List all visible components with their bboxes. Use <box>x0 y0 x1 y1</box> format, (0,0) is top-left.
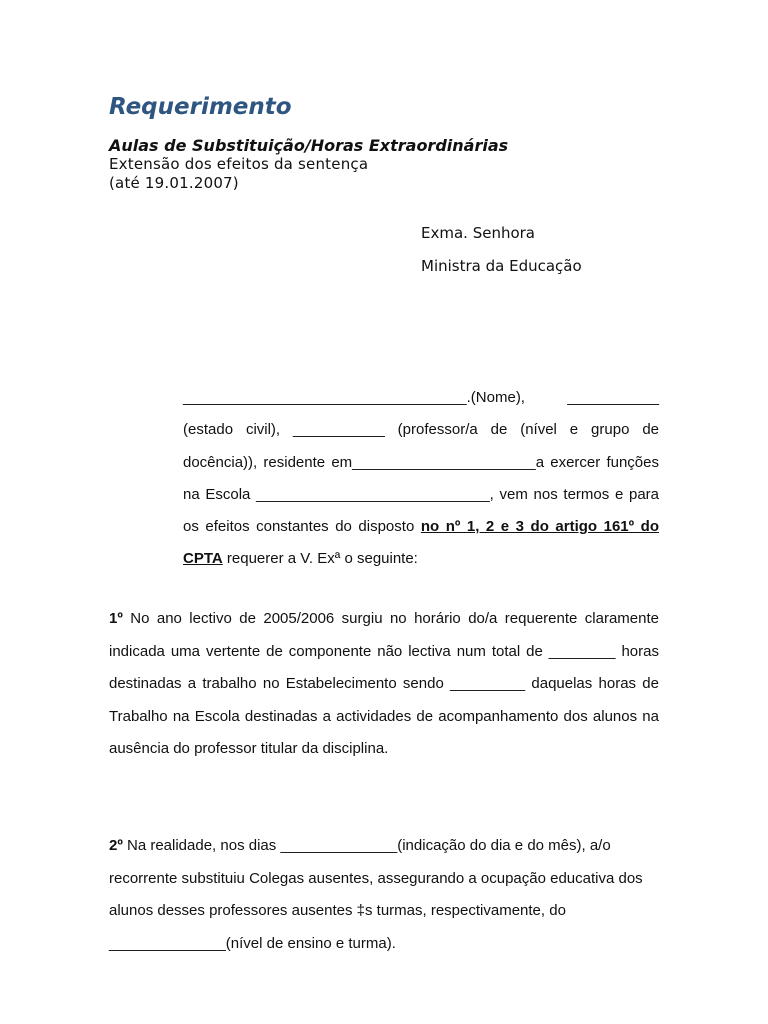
item-1-text: daquelas horas de Trabalho na Escola destinadas a actividades de acompanhamento dos alunos na ausência do professor titular da disciplina. <box>109 675 659 757</box>
residence-blank[interactable]: ______________________ <box>352 453 536 471</box>
item-2-text: (indicação do dia e do mês), a/o recorrente substituiu Colegas ausentes, assegurando a ocupação educativa dos alunos desses professores ausentes ‡s turmas, respectivamente, do <box>109 837 643 919</box>
intro-text: a exercer funções na Escola <box>183 453 659 503</box>
document-subtitle: Aulas de Substituição/Horas Extraordinárias <box>109 136 509 155</box>
item-1-paragraph <box>109 603 659 766</box>
intro-text: , vem nos termos e para os efeitos constantes do disposto <box>183 485 659 536</box>
item-2-text: Na realidade, nos dias <box>122 837 281 854</box>
school-blank[interactable]: ____________________________ <box>256 485 490 503</box>
addressee-salutation: Exma. Senhora <box>421 224 535 242</box>
intro-paragraph <box>183 382 659 576</box>
subtitle-line-2: (até 19.01.2007) <box>109 174 239 192</box>
item-1-text: horas destinadas a trabalho no Estabelecimento sendo <box>109 642 659 692</box>
item-1-text: No ano lectivo de 2005/2006 surgiu no horário do/a requerente claramente indicada uma vertente de componente não lectiva num total de <box>109 610 659 660</box>
legal-reference: no nº 1, 2 e 3 do artigo 161º do CPTA <box>183 518 659 568</box>
intro-text: (professor/a de (nível e grupo de docência)), residente em <box>183 421 660 471</box>
hours-total-blank[interactable]: ________ <box>548 642 616 660</box>
item-1-number: 1º <box>109 610 123 627</box>
addressee-role: Ministra da Educação <box>421 257 582 275</box>
item-2-paragraph <box>109 830 659 960</box>
hours-school-blank[interactable]: _________ <box>450 675 526 692</box>
days-blank[interactable]: ______________ <box>280 837 398 854</box>
intro-text: requerer a V. Exª o seguinte: <box>222 550 418 568</box>
professor-blank[interactable]: ___________ <box>293 421 385 439</box>
intro-text: .(Nome), <box>466 389 568 406</box>
subtitle-line-1: Extensão dos efeitos da sentença <box>109 155 369 173</box>
item-2-number: 2º <box>109 837 123 854</box>
level-blank[interactable]: ______________ <box>109 934 226 952</box>
item-2-text: (nível de ensino e turma). <box>225 934 396 952</box>
civil-status-blank[interactable]: ___________ <box>567 389 659 406</box>
name-blank[interactable]: __________________________________ <box>183 389 467 406</box>
document-title: Requerimento <box>109 94 292 120</box>
intro-text: (estado civil), <box>183 421 294 439</box>
